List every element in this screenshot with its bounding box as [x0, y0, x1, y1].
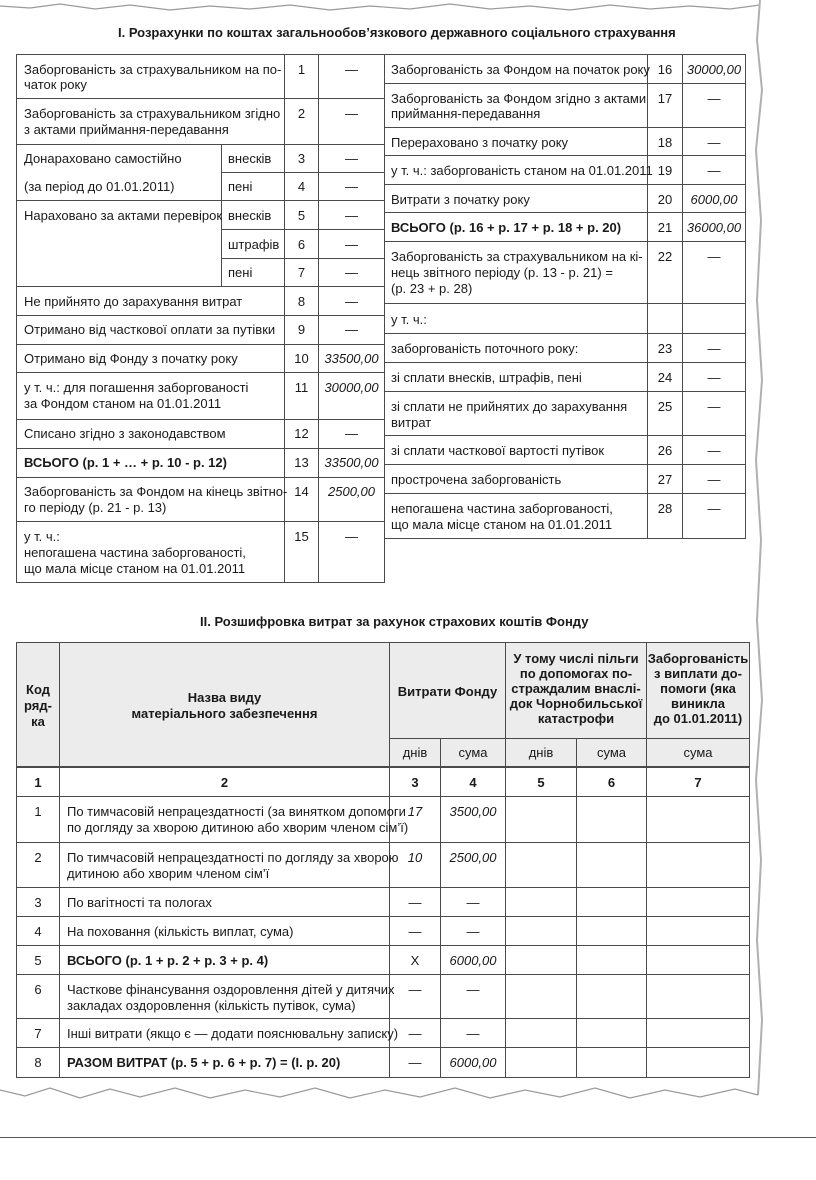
section-1-title: І. Розрахунки по коштах загальнообов’язкового державного соціального страхування	[118, 25, 676, 40]
header-fund-expenses: Витрати Фонду	[397, 684, 498, 699]
document-page: І. Розрахунки по коштах загальнообов’язкового державного соціального страхування Заборгованість за страхувальником на по- чаток року 1 — Заборгованість за страхувальником згідно з актами приймання-передавання 2 — Донараховано самостійно внесків 3 — (за період до 01.01.2011) пені 4 — Нараховано за актами перевірок внесків 5 — штрафів 6 — пені 7 — Не прийнято до зарахування витрат 8 — Отримано від часткової оплати за путівки 9 — Отримано від Фонду з початку року 10 33500,00 у т. ч.: для погашення заборгованості за Фондом станом на 01.01.2011 11 30000,00 Списано згідно з законодавством 12 — ВСЬОГО (р. 1 + … + р. 10 - р. 12) 13 33500,00 Заборгованість за Фондом на кінець звітно- го періоду (р. 21 - р. 13) 14 2500,00 у т. ч.: непогашена частина заборгованості, що мала місце станом на 01.01.2011 15 — Заборгованість за Фондом на початок року 16 30000,00 Заборгованість за Фондом згідно з актами приймання-передавання 17 — Перераховано з початку року 18 — у т. ч.: заборгованість станом на 01.01.2011 19 — Витрати з початку року 20 6000,00 ВСЬОГО (р. 16 + р. 17 + р. 18 + р. 20) 21 36000,00 Заборгованість за страхувальником на кі- нець звітного періоду (р. 13 - р. 21) = (р. 23 + р. 28) 22 — у т. ч.: заборгованість поточного року: 23 — зі сплати внесків, штрафів, пені 24 — зі сплати не прийнятих до зарахування витрат 25 — зі сплати часткової вартості путівок 26 — прострочена заборгованість 27 — непогашена частина заборгованості, що мала місце станом на 01.01.2011 28 — ІІ. Розшифровка витрат за рахунок страхових коштів Фонду Код ряд- ка Назва виду матеріального забезпечення Витрати Фонду У тому числі пільги по допомогах по- страждалим внаслі- док Чорнобильської катастрофи Заборгованість з виплати до- помоги (яка виникла до 01.01.2011) днів сума днів сума сума 1 2 3 4 5 6 7 1 По тимчасовій непрацездатності (за винятком допомоги по догляду за хворою дитиною або хворим членом сім’ї) 17 3500,00 2 По тимчасовій непрацездатності по догляду за хворою дитиною або хворим членом сім’ї 10 2500,00 3 По вагітності та пологах — — 4 На поховання (кількість виплат, сума) — — 5 ВСЬОГО (р. 1 + р. 2 + р. 3 + р. 4) Х 6000,00 6 Часткове фінансування оздоровлення дітей у дитячих закладах оздоровлення (кількість путівок, сума) — — 7 Інші витрати (якщо є — додати пояснювальну записку) — — 8 РАЗОМ ВИТРАТ (р. 5 + р. 6 + р. 7) = (І. р. 20) — 6000,00	[0, 0, 760, 1105]
bottom-divider	[0, 1137, 816, 1138]
section-2-title: ІІ. Розшифровка витрат за рахунок страхових коштів Фонду	[200, 614, 589, 629]
